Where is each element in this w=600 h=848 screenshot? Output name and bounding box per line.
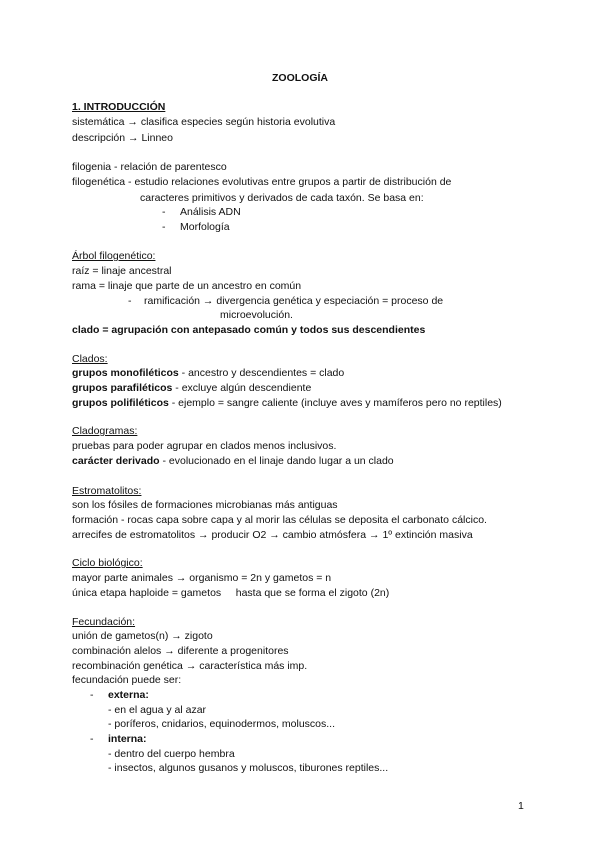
page-number: 1 [518,800,524,812]
bullet-item-bold: externa: [108,689,149,701]
term-bold: grupos parafiléticos [72,382,173,394]
text-line: son los fósiles de formaciones microbianas más antiguas [72,499,338,511]
text-line: descripción → Linneo [72,132,173,144]
sub-item: - en el agua y al azar [108,704,207,716]
text-line [72,382,311,395]
term-description: - ejemplo = sangre caliente (incluye aves y mamíferos pero no reptiles) [168,397,502,409]
sub-item: - dentro del cuerpo hembra [108,748,235,760]
heading-ciclo-biologico: Ciclo biológico: [72,557,143,569]
sub-item: - poríferos, cnidarios, equinodermos, moluscos... [108,718,336,730]
text-line: mayor parte animales → organismo = 2n y gametos = n [72,572,332,584]
heading-estromatolitos: Estromatolitos: [72,485,142,497]
term-description: - excluye algún descendiente [172,382,312,394]
term-bold: grupos monofiléticos [72,367,179,379]
text-line: caracteres primitivos y derivados de cada taxón. Se basa en: [140,192,424,204]
heading-arbol-filogenetico: Árbol filogenético: [72,250,156,262]
text-line [72,367,344,380]
heading-fecundacion: Fecundación: [72,616,136,628]
bullet-item-continuation: microevolución. [220,309,293,321]
bullet-dash: - [128,295,132,307]
bullet-item: Análisis ADN [180,206,241,218]
term-description: - evolucionado en el linaje dando lugar a un clado [159,455,394,467]
text-line: única etapa haploide = gametos hasta que se forma el zigoto (2n) [72,587,390,599]
term-description: - ancestro y descendientes = clado [178,367,345,379]
text-line-bold: clado = agrupación con antepasado común y todos sus descendientes [72,324,426,336]
text-line: raíz = linaje ancestral [72,265,172,277]
bullet-dash: - [162,221,166,233]
bullet-item: Morfología [180,221,230,233]
term-bold: carácter derivado [72,455,160,467]
text-line [72,397,502,410]
sub-item: - insectos, algunos gusanos y moluscos, tiburones reptiles... [108,762,389,774]
bullet-dash: - [90,733,94,745]
text-line: fecundación puede ser: [72,674,182,686]
term-bold: grupos polifiléticos [72,397,169,409]
text-line: recombinación genética → característica más imp. [72,660,308,672]
text-line: filogenética - estudio relaciones evolutivas entre grupos a partir de distribución de [72,176,452,188]
text-line: formación - rocas capa sobre capa y al morir las células se deposita el carbonato cálcico. [72,514,487,526]
text-line: filogenia - relación de parentesco [72,161,227,173]
text-line: rama = linaje que parte de un ancestro en común [72,280,302,292]
bullet-item: ramificación → divergencia genética y especiación = proceso de [144,295,444,307]
bullet-dash: - [90,689,94,701]
text-line: pruebas para poder agrupar en clados menos inclusivos. [72,440,337,452]
document-title: ZOOLOGÍA [272,72,328,84]
bullet-dash: - [162,206,166,218]
text-line [72,455,394,468]
text-line: sistemática → clasifica especies según historia evolutiva [72,116,336,128]
text-line: arrecifes de estromatolitos → producir O2 → cambio atmósfera → 1º extinción masiva [72,529,473,541]
text-line: unión de gametos(n) → zigoto [72,630,213,642]
heading-cladogramas: Cladogramas: [72,425,138,437]
bullet-item-bold: interna: [108,733,147,745]
text-line: combinación alelos → diferente a progenitores [72,645,289,657]
heading-clados: Clados: [72,353,108,365]
heading-introduccion: 1. INTRODUCCIÓN [72,101,166,113]
